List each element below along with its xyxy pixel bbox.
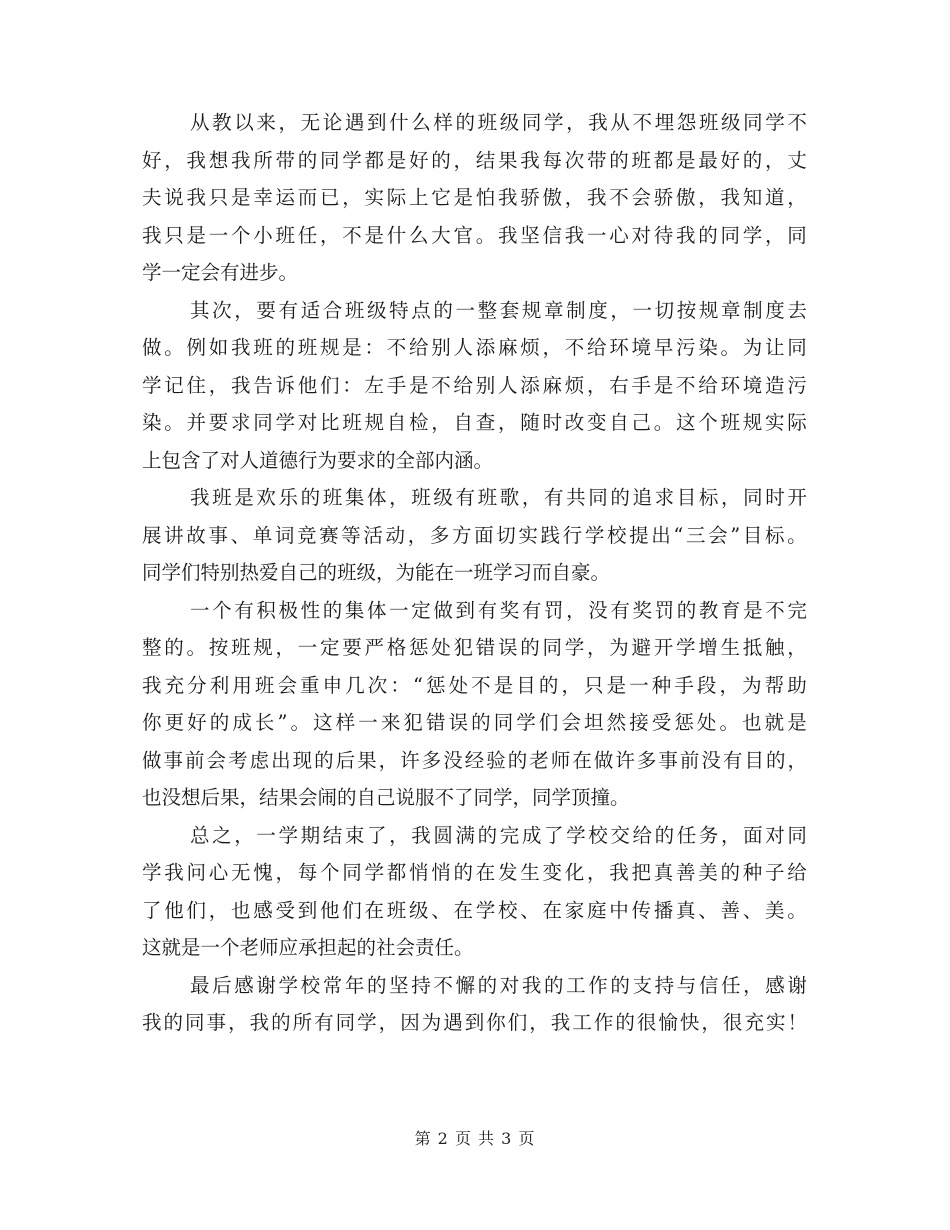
text-line: 也没想后果，结果会闹的自己说服不了同学，同学顶撞。 [142, 786, 630, 809]
text-line: 学一定会有进步。 [142, 261, 299, 284]
text-line: 展 讲 故 事 、 单 词 竞 赛 等 活 动 ， 多 方 面 切 实 践 行 学 校 提 出 “ 三 会 ” 目 标 。 [142, 523, 807, 547]
text-line: 学 记 住 ， 我 告 诉 他 们 ： 左 手 是 不 给 别 人 添 麻 烦 ， 右 手 是 不 给 环 境 造 污 [142, 373, 807, 397]
text-line: 做 事 前 会 考 虑 出 现 的 后 果 ， 许 多 没 经 验 的 老 师 在 做 许 多 事 前 没 有 目 的 ， [142, 748, 807, 772]
text-line: 这就是一个老师应承担起的社会责任。 [142, 936, 474, 959]
text-line: 学 我 问 心 无 愧 ， 每 个 同 学 都 悄 悄 的 在 发 生 变 化 ， 我 把 真 善 美 的 种 子 给 [142, 861, 807, 884]
text-line: 好 ， 我 想 我 所 带 的 同 学 都 是 好 的 ， 结 果 我 每 次 带 的 班 都 是 最 好 的 ， 丈 [142, 148, 807, 172]
text-line: 我 的 同 事 ， 我 的 所 有 同 学 ， 因 为 遇 到 你 们 ， 我 工 作 的 很 愉 快 ， 很 充 实 ！ [142, 1011, 807, 1034]
text-line: 夫 说 我 只 是 幸 运 而 已 ， 实 际 上 它 是 怕 我 骄 傲 ， 我 不 会 骄 傲 ， 我 知 道 ， [142, 186, 807, 209]
text-line: 上包含了对人道德行为要求的全部内涵。 [142, 448, 494, 472]
text-line: 一 个 有 积 极 性 的 集 体 一 定 做 到 有 奖 有 罚 ， 没 有 奖 罚 的 教 育 是 不 完 [190, 598, 807, 622]
text-line: 了 他 们 ， 也 感 受 到 他 们 在 班 级 、 在 学 校 、 在 家 庭 中 传 播 真 、 善 、 美 。 [142, 898, 807, 922]
text-line: 做 。 例 如 我 班 的 班 规 是 ： 不 给 别 人 添 麻 烦 ， 不 给 环 境 早 污 染 。 为 让 同 [142, 336, 807, 359]
text-line: 我 充 分 利 用 班 会 重 申 几 次 ： “ 惩 处 不 是 目 的 ， 只 是 一 种 手 段 ， 为 帮 助 [142, 673, 807, 697]
text-line: 其 次 ， 要 有 适 合 班 级 特 点 的 一 整 套 规 章 制 度 ， 一 切 按 规 章 制 度 去 [190, 298, 807, 322]
text-line: 我 只 是 一 个 小 班 任 ， 不 是 什 么 大 官 。 我 坚 信 我 一 心 对 待 我 的 同 学 ， 同 [142, 223, 807, 247]
text-line: 最 后 感 谢 学 校 常 年 的 坚 持 不 懈 的 对 我 的 工 作 的 支 持 与 信 任 ， 感 谢 [190, 973, 807, 997]
text-line: 从 教 以 来 ， 无 论 遇 到 什 么 样 的 班 级 同 学 ， 我 从 不 埋 怨 班 级 同 学 不 [190, 111, 807, 134]
page-number-footer: 第 2 页 共 3 页 [414, 1129, 536, 1148]
text-line: 整 的 。 按 班 规 ， 一 定 要 严 格 惩 处 犯 错 误 的 同 学 ， 为 避 开 学 增 生 抵 触 ， [142, 636, 807, 659]
document-body [142, 104, 807, 1042]
text-line: 染 。 并 要 求 同 学 对 比 班 规 自 检 ， 自 查 ， 随 时 改 变 自 己 。 这 个 班 规 实 际 [142, 411, 807, 434]
text-line: 我 班 是 欢 乐 的 班 集 体 ， 班 级 有 班 歌 ， 有 共 同 的 追 求 目 标 ， 同 时 开 [190, 486, 807, 509]
text-line: 总 之 ， 一 学 期 结 束 了 ， 我 圆 满 的 完 成 了 学 校 交 给 的 任 务 ， 面 对 同 [190, 823, 807, 847]
text-line: 同学们特别热爱自己的班级，为能在一班学习而自豪。 [142, 561, 611, 584]
text-line: 你 更 好 的 成 长 ” 。 这 样 一 来 犯 错 误 的 同 学 们 会 坦 然 接 受 惩 处 。 也 就 是 [142, 711, 807, 734]
